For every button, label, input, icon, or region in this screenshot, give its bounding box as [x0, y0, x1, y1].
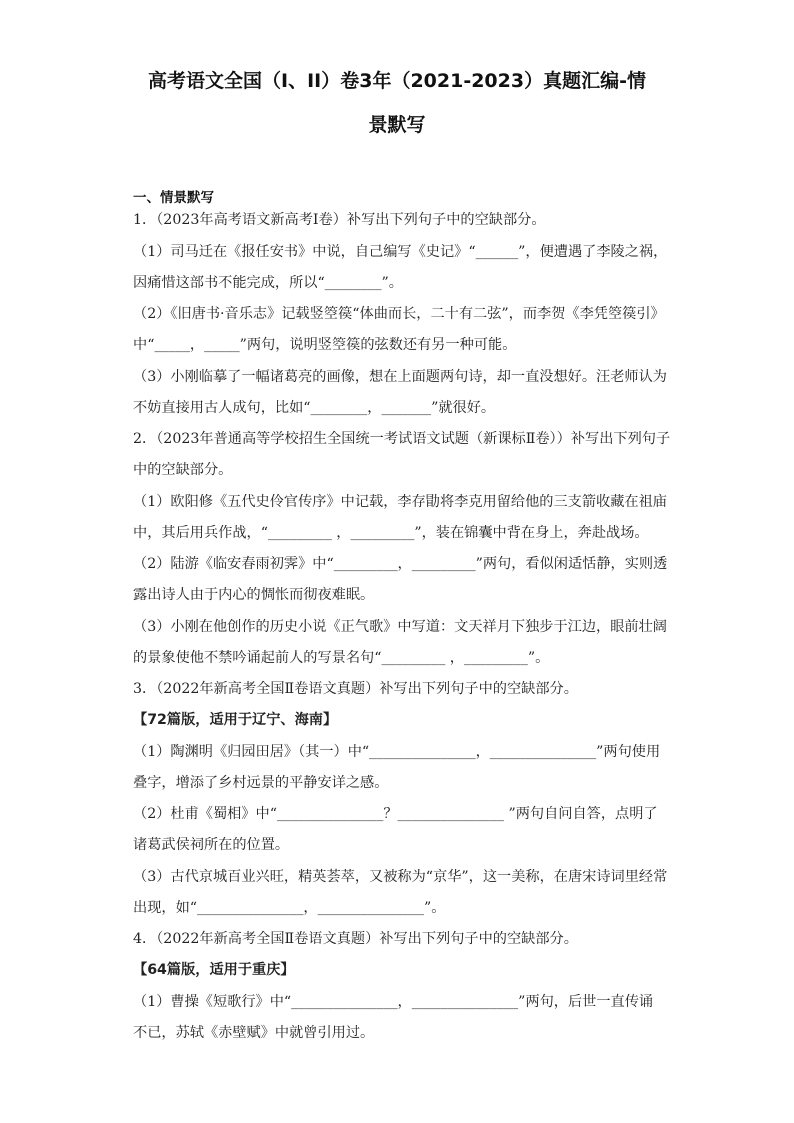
question-2-item-2-line-1: （2）陆游《临安春雨初霁》中“_________，_________”两句，看似闲适恬静，实则透 — [133, 556, 668, 572]
question-4-stem: 4．（2022年新高考全国Ⅱ卷语文真题）补写出下列句子中的空缺部分。 — [133, 931, 578, 947]
question-1-stem: 1．（2023年高考语文新高考Ⅰ卷）补写出下列句子中的空缺部分。 — [133, 212, 546, 228]
question-3-version-label: 【72篇版，适用于辽宁、海南】 — [133, 712, 338, 728]
question-3-stem: 3．（2022年新高考全国Ⅱ卷语文真题）补写出下列句子中的空缺部分。 — [133, 681, 578, 697]
question-2-item-3-line-2: 的景象使他不禁吟诵起前人的写景名句“_________ ，_________”。 — [133, 650, 550, 666]
question-2-item-1-line-1: （1）欧阳修《五代史伶官传序》中记载，李存勖将李克用留给他的三支箭收藏在祖庙 — [133, 494, 667, 510]
question-1-item-1-line-1: （1）司马迁在《报任安书》中说，自己编写《史记》“______”，便遭遇了李陵之祸， — [133, 244, 668, 260]
question-2-item-2-line-2: 露出诗人由于内心的惆怅而彻夜难眠。 — [133, 587, 375, 603]
question-4-version-label: 【64篇版，适用于重庆】 — [133, 962, 295, 978]
question-4-item-1-line-1: （1）曹操《短歌行》中“_______________，_______________”两句，后世一直传诵 — [133, 994, 654, 1010]
question-3-item-2-line-2: 诸葛武侯祠所在的位置。 — [133, 837, 290, 853]
question-4-item-1-line-2: 不已，苏轼《赤壁赋》中就曾引用过。 — [133, 1025, 375, 1041]
question-3-item-1-line-2: 叠字，增添了乡村远景的平静安详之感。 — [133, 775, 389, 791]
document-title-line-1: 高考语文全国（I、II）卷3年（2021-2023）真题汇编-情 — [148, 70, 646, 92]
question-2-stem-line-2: 中的空缺部分。 — [133, 462, 233, 478]
question-1-item-1-line-2: 因痛惜这部书不能完成，所以“________”。 — [133, 275, 403, 291]
document-title-line-2: 景默写 — [368, 114, 426, 136]
question-1-item-3-line-1: （3）小刚临摹了一幅诸葛亮的画像，想在上面题两句诗，却一直没想好。汪老师认为 — [133, 369, 667, 385]
question-2-item-1-line-2: 中，其后用兵作战，“_________ ，_________”，装在锦囊中背在身上，奔赴战场。 — [133, 525, 649, 541]
question-3-item-2-line-1: （2）杜甫《蜀相》中“_______________？_______________ ”两句自问自答，点明了 — [133, 806, 658, 822]
section-heading: 一、情景默写 — [133, 190, 214, 206]
question-1-item-2-line-2: 中“_____，_____”两句，说明竖箜篌的弦数还有另一种可能。 — [133, 337, 517, 353]
question-2-stem-line-1: 2．（2023年普通高等学校招生全国统一考试语文试题（新课标Ⅱ卷））补写出下列句子 — [133, 431, 671, 447]
question-3-item-3-line-2: 出现，如“_______________，_______________”。 — [133, 900, 446, 916]
question-2-item-3-line-1: （3）小刚在他创作的历史小说《正气歌》中写道：文天祥月下独步于江边，眼前壮阔 — [133, 619, 667, 635]
question-3-item-1-line-1: （1）陶渊明《归园田居》（其一）中“_______________，_______________”两句使用 — [133, 744, 661, 760]
question-1-item-3-line-2: 不妨直接用古人成句，比如“________，_______”就很好。 — [133, 400, 496, 416]
question-3-item-3-line-1: （3）古代京城百业兴旺，精英荟萃，又被称为“京华”，这一美称，在唐宋诗词里经常 — [133, 869, 668, 885]
question-1-item-2-line-1: （2）《旧唐书·音乐志》记载竖箜篌“体曲而长，二十有二弦”，而李贺《李凭箜篌引》 — [133, 306, 665, 322]
